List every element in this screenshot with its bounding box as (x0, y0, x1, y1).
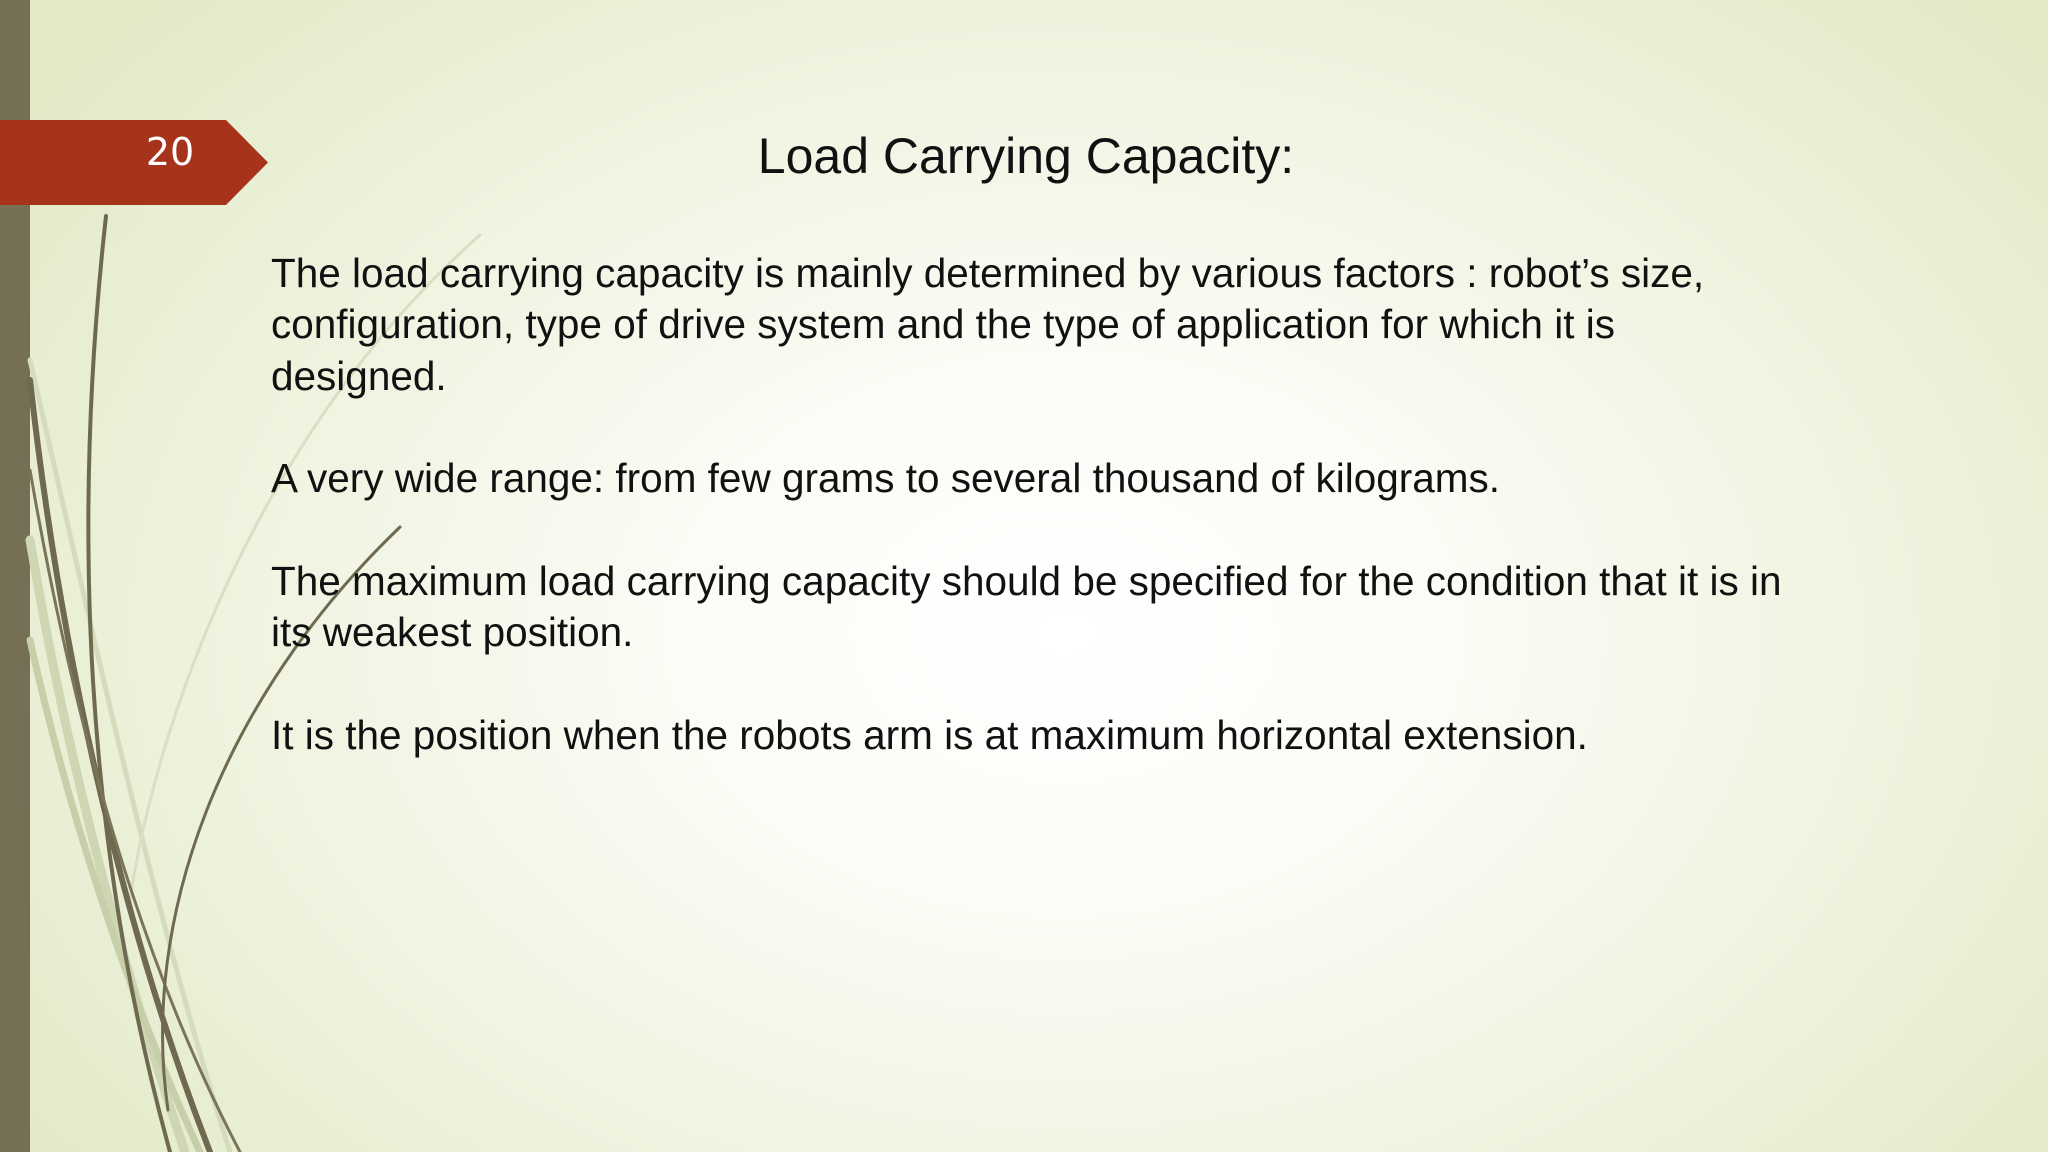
body-paragraph-4: It is the position when the robots arm is at maximum horizontal extension. (271, 711, 1588, 758)
slide-number: 20 (145, 130, 195, 174)
slide-body (271, 248, 1801, 812)
body-paragraph-2: A very wide range: from few grams to several thousand of kilograms. (271, 455, 1501, 502)
slide-title-text: Load Carrying Capacity: (757, 128, 1295, 184)
slide-title (0, 126, 2048, 186)
body-paragraph-1: The load carrying capacity is mainly determined by various factors : robot’s size, configuration, type of drive system and the type of application for which it is designed. (271, 250, 1705, 399)
grass-stroke-dark-1 (30, 380, 210, 1152)
body-paragraph-3: The maximum load carrying capacity should be specified for the condition that it is in its weakest position. (271, 557, 1782, 656)
